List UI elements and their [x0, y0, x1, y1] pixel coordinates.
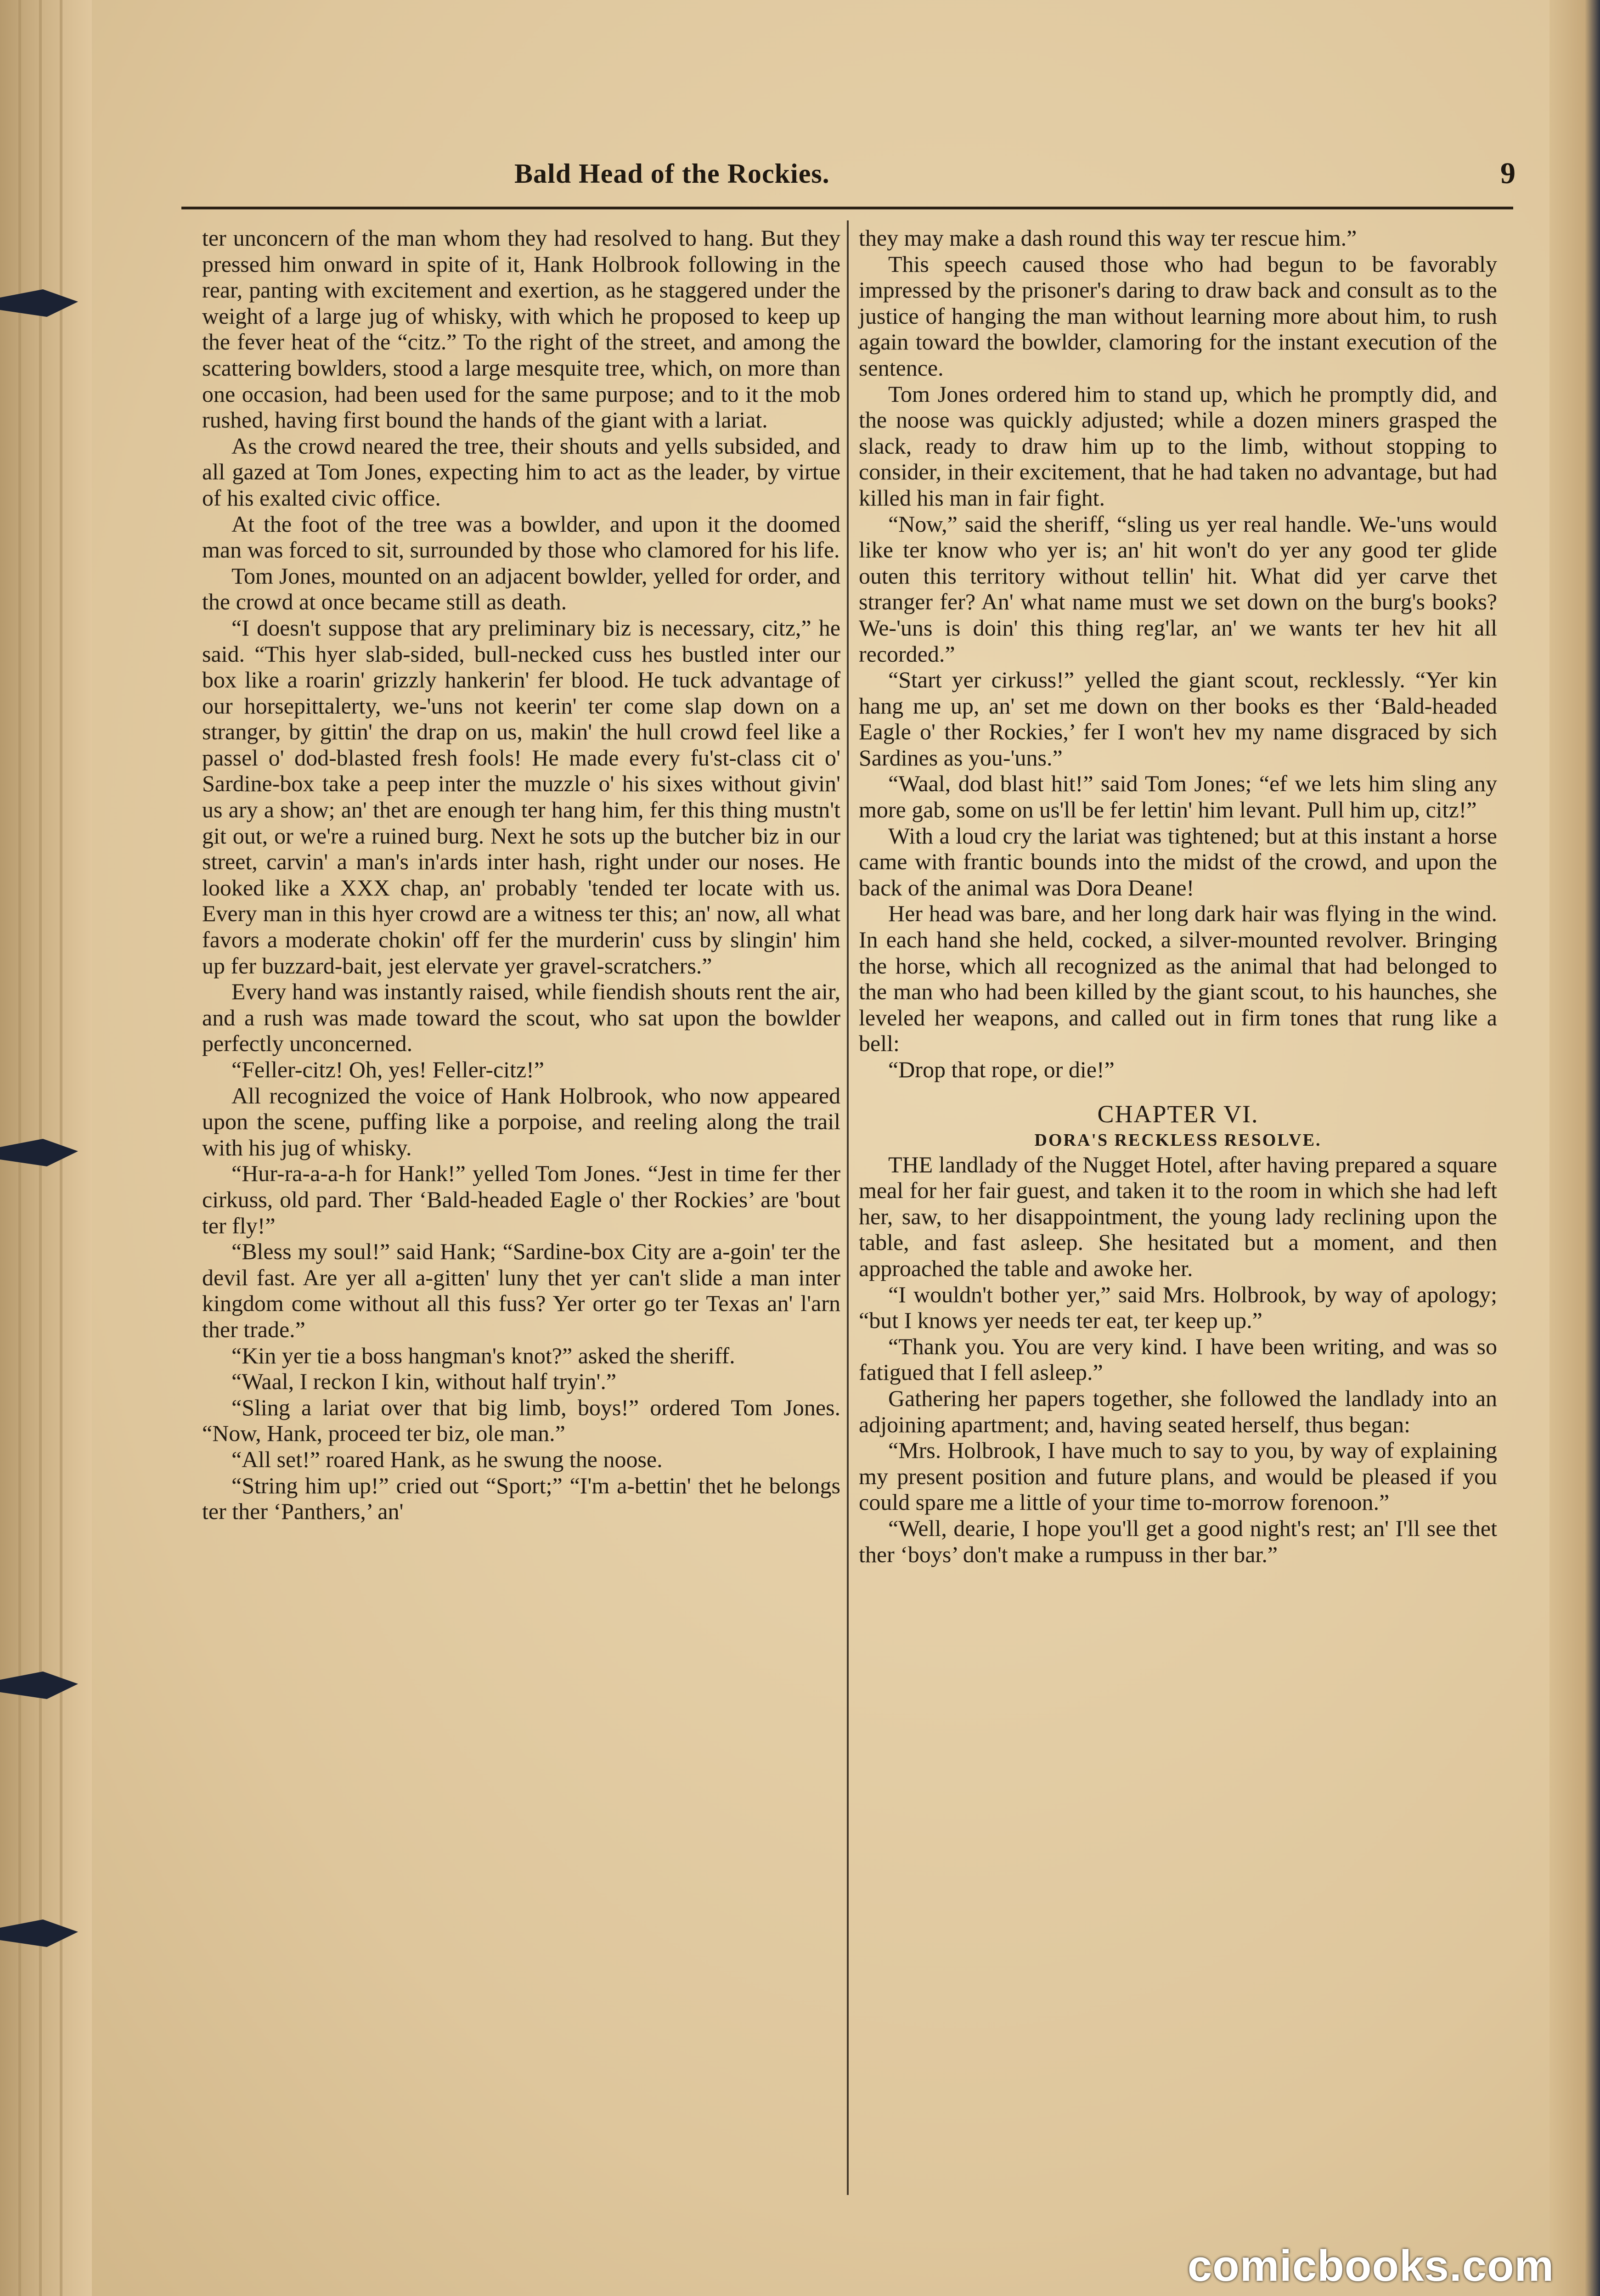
- paragraph: “Thank you. You are very kind. I have been writing, and was so fatigued that I fell asleep.”: [859, 1333, 1497, 1385]
- left-column: [202, 225, 840, 1525]
- binding-stitch: [0, 289, 78, 317]
- paragraph: “All set!” roared Hank, as he swung the noose.: [231, 1446, 663, 1472]
- paragraph: “Bless my soul!” said Hank; “Sardine-box City are a-goin' ter the devil fast. Are yer all a-gitten' luny thet yer can't slide a man inter kingdom come without all this fuss? Yer orter go ter Texas an' l'arn ther trade.”: [202, 1238, 840, 1342]
- paragraph: “Waal, dod blast hit!” said Tom Jones; “ef we lets him sling any more gab, some on us'll be fer lettin' him levant. Pull him up, citz!”: [859, 771, 1497, 823]
- chapter-heading: CHAPTER VI.: [1097, 1100, 1259, 1128]
- paragraph: “Start yer cirkuss!” yelled the giant scout, recklessly. “Yer kin hang me up, an' set me down on ther books es ther ‘Bald-headed Eagle o' ther Rockies,’ fer I won't hev my name disgraced by sich Sardines as you-'uns.”: [859, 667, 1497, 771]
- column-divider: [847, 220, 849, 2195]
- paragraph: With a loud cry the lariat was tightened; but at this instant a horse came with frantic bounds into the midst of the crowd, and upon the back of the animal was Dora Deane!: [859, 822, 1497, 900]
- chapter-subtitle: DORA'S RECKLESS RESOLVE.: [1034, 1130, 1322, 1150]
- paragraph: Her head was bare, and her long dark hair was flying in the wind. In each hand she held, cocked, a silver-mounted revolver. Bringing the horse, which all recognized as the animal that had belonged to the man who had been killed by the giant scout, to his haunches, she leveled her weapons, and called out in firm tones that rung like a bell:: [859, 900, 1497, 1057]
- binding-stitch: [0, 1671, 78, 1699]
- paragraph: ter unconcern of the man whom they had resolved to hang. But they pressed him onward in spite of it, Hank Holbrook following in the rear, panting with excitement and exertion, as he staggered under the weight of a large jug of whisky, with which he proposed to keep up the fever heat of the “citz.” To the right of the street, and among the scattering bowlders, stood a large mesquite tree, which, on more than one occasion, had been used for the same purpose; and to it the mob rushed, having first bound the hands of the giant with a lariat.: [202, 225, 840, 433]
- binding-stitch: [0, 1919, 78, 1947]
- paragraph: This speech caused those who had begun to be favorably impressed by the prisoner's daring to draw back and consult as to the justice of hanging the man without learning more about him, to rush again toward the bowlder, clamoring for the instant execution of the sentence.: [859, 251, 1497, 381]
- paragraph: “I doesn't suppose that ary preliminary biz is necessary, citz,” he said. “This hyer slab-sided, bull-necked cuss hes bustled inter our box like a roarin' grizzly hankerin' fer blood. He tuck advantage of our horsepittalerty, we-'uns not keerin' ter come slap down on a stranger, by gittin' the drap on us, makin' the hull crowd feel like a passel o' dod-blasted fresh fools! He made every fu'st-class cit o' Sardine-box take a peep inter the muzzle o' his sixes without givin' us ary a show; an' thet are enough ter hang him, fer this thing mustn't git out, or we're a ruined burg. Next he sots up the butcher biz in our street, carvin' a man's in'ards inter hash, right under our noses. He looked like a XXX chap, an' probably 'tended ter locate with us. Every man in this hyer crowd are a witness ter this; an' now, all what favors a moderate chokin' off fer the murderin' cuss by slingin' him up fer buzzard-bait, jest elervate yer gravel-scratchers.”: [202, 614, 840, 979]
- paragraph: Gathering her papers together, she followed the landlady into an adjoining apartment; and, having seated herself, thus began:: [859, 1385, 1497, 1437]
- watermark: comicbooks.com: [1187, 2241, 1554, 2290]
- page-number: 9: [1500, 157, 1515, 190]
- paragraph: “String him up!” cried out “Sport;” “I'm a-bettin' thet he belongs ter ther ‘Panthers,’ an': [202, 1472, 840, 1525]
- paragraph: “I wouldn't bother yer,” said Mrs. Holbrook, by way of apology; “but I knows yer needs ter eat, ter keep up.”: [859, 1281, 1497, 1334]
- page-edge: [1549, 0, 1600, 2296]
- right-column: [859, 225, 1497, 1567]
- paragraph: they may make a dash round this way ter rescue him.”: [859, 225, 1357, 251]
- paragraph: “Now,” said the sheriff, “sling us yer real handle. We-'uns would like ter know who yer is; an' hit won't do yer any good ter glide outen this territory without tellin' hit. What did yer carve thet stranger fer? An' what name must we set down on the burg's books? We-'uns is doin' this thing reg'lar, an' we wants ter hev hit all recorded.”: [859, 511, 1497, 667]
- paragraph: “Kin yer tie a boss hangman's knot?” asked the sheriff.: [231, 1342, 735, 1368]
- paragraph: “Waal, I reckon I kin, without half tryin'.”: [231, 1368, 617, 1395]
- running-header: [514, 146, 1515, 201]
- header-rule: [181, 207, 1513, 209]
- paragraph: THE landlady of the Nugget Hotel, after having prepared a square meal for her fair guest, and taken it to the room in which she had left her, saw, to her disappointment, the young lady reclining upon the table, and fast asleep. She hesitated but a moment, and then approached the table and awoke her.: [859, 1151, 1497, 1281]
- paragraph: “Hur-ra-a-a-h for Hank!” yelled Tom Jones. “Jest in time fer ther cirkuss, old pard. Ther ‘Bald-headed Eagle o' ther Rockies’ are 'bout ter fly!”: [202, 1160, 840, 1238]
- paragraph: Tom Jones, mounted on an adjacent bowlder, yelled for order, and the crowd at once became still as death.: [202, 563, 840, 615]
- paragraph: As the crowd neared the tree, their shouts and yells subsided, and all gazed at Tom Jones, expecting him to act as the leader, by virtue of his exalted civic office.: [202, 433, 840, 511]
- paragraph: Tom Jones ordered him to stand up, which he promptly did, and the noose was quickly adjusted; while a dozen miners grasped the slack, ready to draw him up to the limb, without stopping to consider, in their excitement, that he had taken no advantage, but had killed his man in fair fight.: [859, 381, 1497, 511]
- binding-stitch: [0, 1139, 78, 1166]
- paragraph: Every hand was instantly raised, while fiendish shouts rent the air, and a rush was made toward the scout, who sat upon the bowlder perfectly unconcerned.: [202, 979, 840, 1057]
- paragraph: “Feller-citz! Oh, yes! Feller-citz!”: [231, 1057, 544, 1082]
- paragraph: “Sling a lariat over that big limb, boys!” ordered Tom Jones. “Now, Hank, proceed ter biz, ole man.”: [202, 1394, 840, 1446]
- running-title: Bald Head of the Rockies.: [514, 158, 830, 189]
- paragraph: All recognized the voice of Hank Holbrook, who now appeared upon the scene, puffing like a porpoise, and reeling along the trail with his jug of whisky.: [202, 1082, 840, 1160]
- page-gutter: [0, 0, 92, 2296]
- paragraph: At the foot of the tree was a bowlder, and upon it the doomed man was forced to sit, surrounded by those who clamored for his life.: [202, 511, 840, 563]
- paragraph: “Mrs. Holbrook, I have much to say to you, by way of explaining my present position and future plans, and would be pleased if you could spare me a little of your time to-morrow forenoon.”: [859, 1437, 1497, 1515]
- paragraph: “Drop that rope, or die!”: [888, 1057, 1115, 1082]
- paragraph: “Well, dearie, I hope you'll get a good night's rest; an' I'll see thet ther ‘boys’ don't make a rumpuss in ther bar.”: [859, 1515, 1497, 1567]
